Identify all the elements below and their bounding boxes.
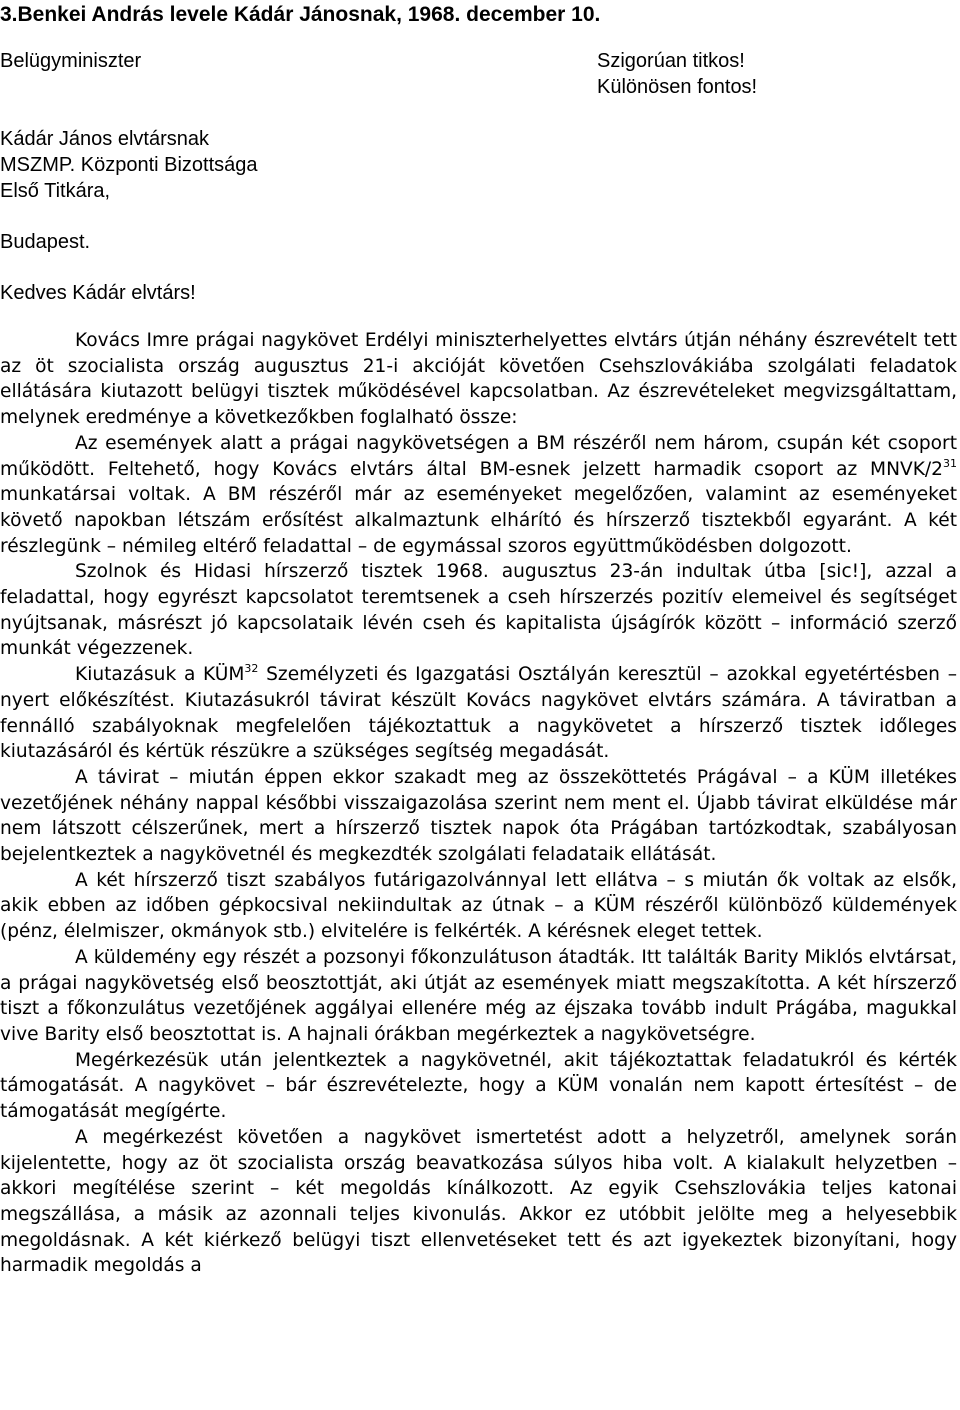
paragraph: A megérkezést követően a nagykövet ismertetést adott a helyzetről, amelynek során kijelentette, hogy az öt szocialista ország beavatkozása súlyos hiba volt. A kialakult helyzetben – akkori megítélése szerint – két megoldás kínálkozott. Az egyik Csehszlovákia teljes katonai megszállása, a másik az azonnali teljes kivonulás. Akkor ez utóbbit jelölte meg a helyesebbik megoldásnak. A két kiérkező belügyi tiszt ellenvetéseket tett és azt igyekeztek bizonyítani, hogy harmadik megoldás a: [0, 1126, 957, 1277]
paragraph-text: Személyzeti és Igazgatási Osztályán keresztül – azokkal egyetértésben – nyert előkészítést. Kiutazásukról távirat készült Kovács nagykövet elvtárs számára. A táviratban a fennálló szabályoknak megfelelően tájékoztattuk a nagykövetet a hírszerző tisztek időleges kiutazásáról és kértük részükre a szükséges segítség megadását.: [0, 664, 957, 763]
classification-line-1: Szigorúan titkos!: [597, 50, 745, 72]
paragraph: A két hírszerző tiszt szabályos futárigazolvánnyal lett ellátva – s miután ők voltak az elsők, akik ebben az időben gépkocsival nekiindultak az útnak – a KÜM részéről különböző küldemények (pénz, élelmiszer, okmányok stb.) elvitelére is felkérték. A kérésnek eleget tettek.: [0, 869, 957, 943]
salutation: Kedves Kádár elvtárs!: [0, 282, 196, 304]
classification-line-2: Különösen fontos!: [597, 76, 758, 98]
paragraph: Szolnok és Hidasi hírszerző tisztek 1968. augusztus 23-án indultak útba [sic!], azzal a feladattal, hogy egyrészt kapcsolatot teremtsenek a cseh hírszerzés pozitív elemeivel és segítséget nyújtsanak, másrészt jó kapcsolataik lévén cseh és kapitalista újságírók között – információ szerző munkát végezzenek.: [0, 561, 957, 660]
paragraph: Megérkezésük után jelentkeztek a nagykövetnél, akit tájékoztattak feladatukról és kérték támogatását. A nagykövet – bár észrevételezte, hogy a KÜM vonalán nem kapott értesítést – de támogatását megígérte.: [0, 1049, 957, 1123]
recipient-line-1: Kádár János elvtársnak: [0, 128, 210, 150]
paragraph-text: Az események alatt a prágai nagykövetségen a BM részéről nem három, csupán két csoport működött. Feltehető, hogy Kovács elvtárs által BM-esnek jelzett harmadik csoport az MNVK/2: [0, 432, 957, 480]
paragraph: A küldemény egy részét a pozsonyi főkonzulátuson átadták. Itt találták Barity Miklós elvtársat, a prágai nagykövetség első beosztottját, aki útját az események miatt megszakította. A két hírszerző tiszt a főkonzulátus vezetőjének aggályai ellenére még az éjszaka tovább indult Prágába, magukkal vive Barity első beosztottat is. A hajnali órákban megérkeztek a nagykövetségre.: [0, 946, 957, 1045]
document-title: 3.Benkei András levele Kádár Jánosnak, 1968. december 10.: [0, 3, 601, 26]
paragraph: Kovács Imre prágai nagykövet Erdélyi miniszterhelyettes elvtárs útján néhány észrevételt tett az öt szocialista ország augusztus 21-i akcióját követően Csehszlovákiába szolgálati feladatok ellátására kiutazott belügyi tisztek működésével kapcsolatban. Az észrevételeket megvizsgáltattam, melynek eredménye a következőkben foglalható össze:: [0, 330, 957, 429]
footnote-marker: 31: [943, 456, 957, 470]
paragraph: [0, 662, 957, 765]
paragraph-text: Kiutazásuk a KÜM: [75, 664, 245, 686]
letter-body: [0, 328, 957, 1279]
city-line: Budapest.: [0, 231, 91, 253]
paragraph-text: munkatársai voltak. A BM részéről már az eseményeket megelőzően, valamint az eseményeket követő napokban létszám erősítést alkalmaztunk elhárító és hírszerző tisztekből egyaránt. A két részlegünk – némileg eltérő feladattal – de egymással szoros együttműködésben dolgozott.: [0, 484, 957, 557]
recipient-line-3: Első Titkára,: [0, 180, 111, 202]
recipient-line-2: MSZMP. Központi Bizottsága: [0, 154, 258, 176]
footnote-marker: 32: [244, 662, 259, 676]
sender-line: Belügyminiszter: [0, 50, 142, 72]
paragraph: [0, 431, 957, 560]
paragraph: A távirat – miután éppen ekkor szakadt meg az összeköttetés Prágával – a KÜM illetékes vezetőjének néhány nappal későbbi visszaigazolása szerint nem ment el. Újabb távirat elküldése már nem látszott célszerűnek, mert a hírszerző tisztek napok óta Prágában tartózkodtak, szabályosan bejelentkeztek a nagykövetnél és megkezdték szolgálati feladataik ellátását.: [0, 766, 957, 866]
